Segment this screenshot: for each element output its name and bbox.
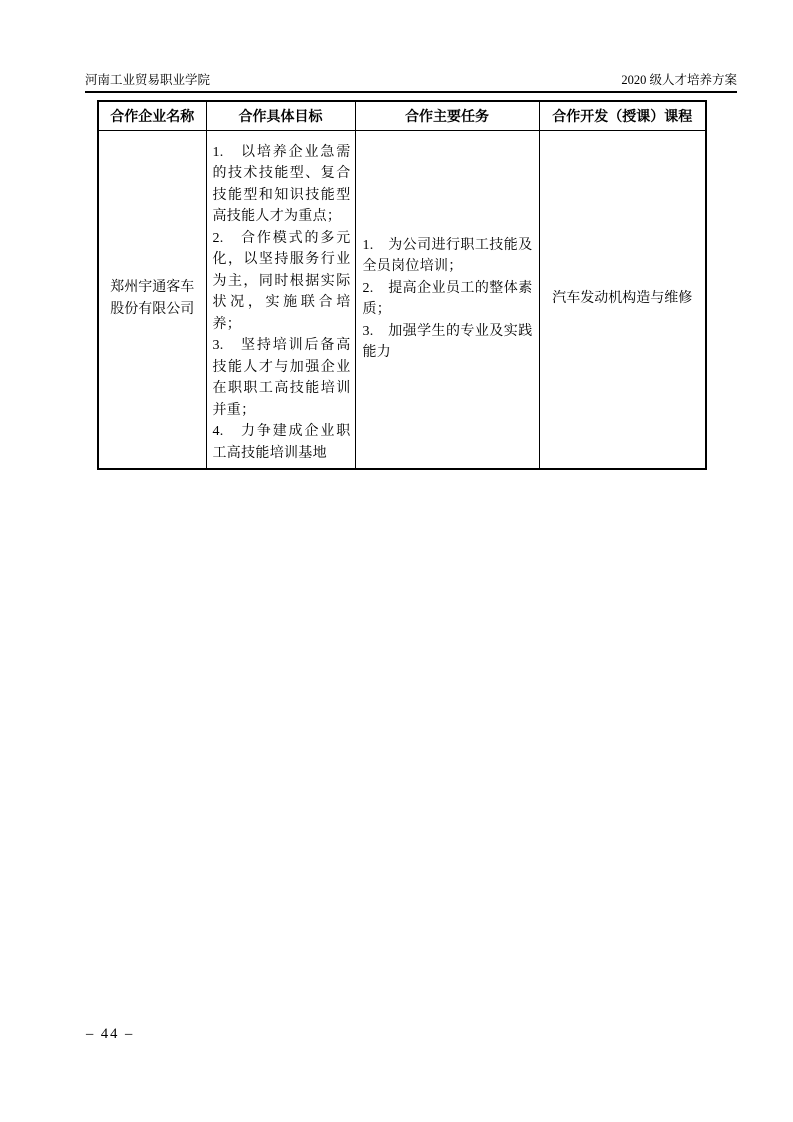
running-header bbox=[85, 72, 737, 93]
column-header-cooperation-goals: 合作具体目标 bbox=[206, 101, 355, 130]
table-header-row bbox=[98, 101, 706, 130]
column-header-main-tasks: 合作主要任务 bbox=[355, 101, 539, 130]
cooperation-goals-cell bbox=[206, 130, 355, 469]
header-school-name: 河南工业贸易职业学院 bbox=[85, 73, 211, 87]
main-tasks-cell bbox=[355, 130, 539, 469]
goal-item: 3. 坚持培训后备高技能人才与加强企业在职职工高技能培训并重； bbox=[212, 338, 351, 418]
page-number: – 44 – bbox=[86, 1026, 135, 1042]
goal-item: 4. 力争建成企业职工高技能培训基地 bbox=[212, 424, 351, 461]
table-row bbox=[98, 130, 706, 469]
column-header-developed-courses: 合作开发（授课）课程 bbox=[539, 101, 706, 130]
task-item: 2. 提高企业员工的整体素质； bbox=[362, 280, 533, 318]
developed-courses-cell: 汽车发动机构造与维修 bbox=[539, 130, 706, 469]
column-header-company-name: 合作企业名称 bbox=[98, 101, 206, 130]
task-item: 1. 为公司进行职工技能及全员岗位培训； bbox=[362, 237, 533, 275]
goal-item: 1. 以培养企业急需的技术技能型、复合技能型和知识技能型高技能人才为重点； bbox=[212, 144, 351, 224]
goal-item: 2. 合作模式的多元化，以坚持服务行业为主，同时根据实际状况，实施联合培养； bbox=[212, 230, 351, 332]
task-item: 3. 加强学生的专业及实践能力 bbox=[362, 323, 533, 361]
header-plan-title: 2020 级人才培养方案 bbox=[621, 73, 737, 87]
company-name-cell: 郑州宇通客车股份有限公司 bbox=[98, 130, 206, 469]
cooperation-table bbox=[97, 100, 707, 470]
